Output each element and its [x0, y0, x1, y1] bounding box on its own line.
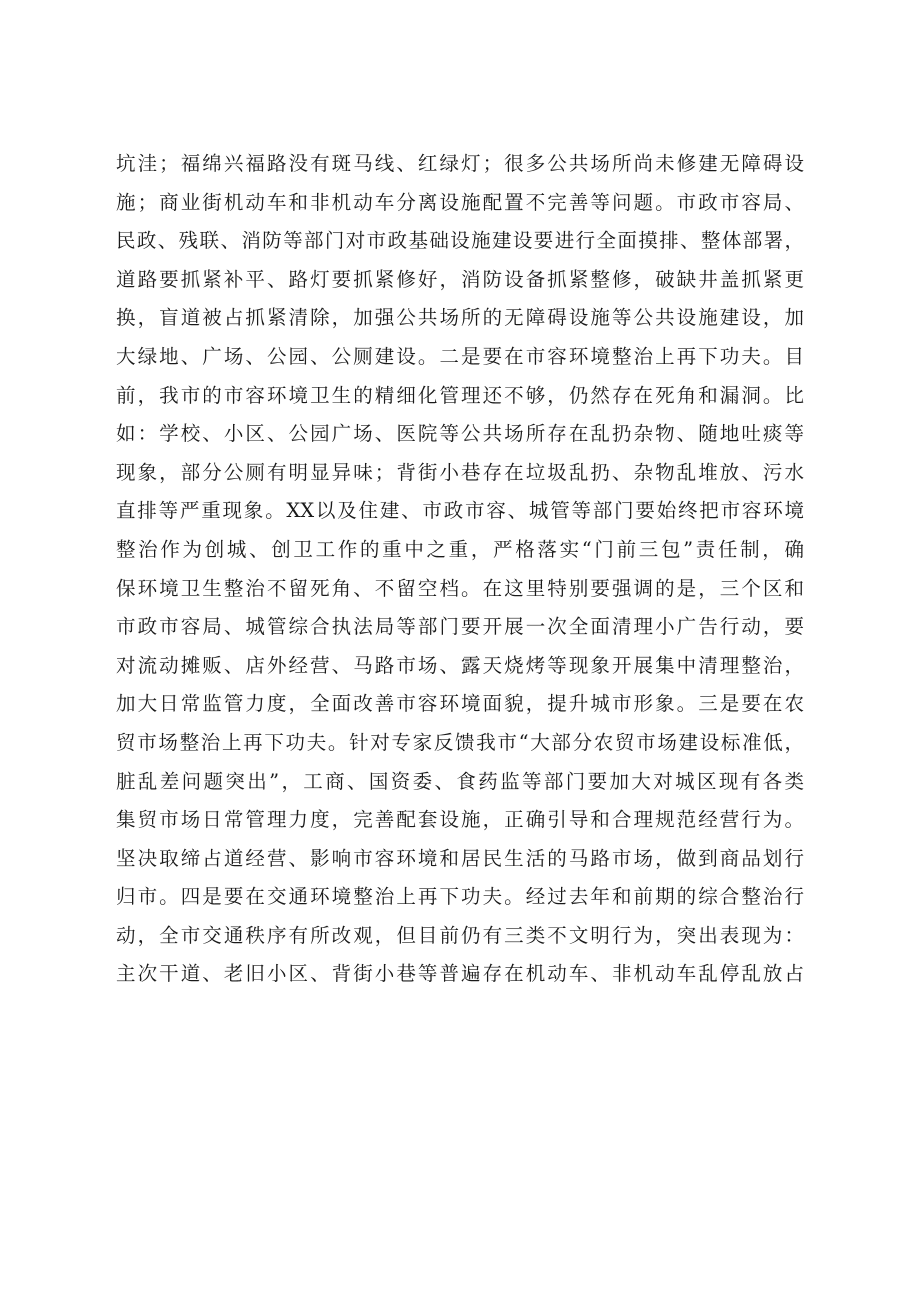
- text-line: 对流动摊贩、店外经营、马路市场、露天烧烤等现象开展集中清理整治，: [116, 653, 804, 677]
- text-line: 主次干道、老旧小区、背街小巷等普遍存在机动车、非机动车乱停乱放占: [116, 962, 804, 986]
- text-line: 直排等严重现象。XX以及住建、市政市容、城管等部门要始终把市容环境: [116, 499, 804, 523]
- text-line: 大绿地、广场、公园、公厕建设。二是要在市容环境整治上再下功夫。目: [116, 344, 804, 368]
- text-line: 归市。四是要在交通环境整治上再下功夫。经过去年和前期的综合整治行: [116, 885, 804, 909]
- text-line: 集贸市场日常管理力度，完善配套设施，正确引导和合理规范经营行为。: [116, 808, 804, 832]
- text-line: 施；商业街机动车和非机动车分离设施配置不完善等问题。市政市容局、: [116, 190, 804, 214]
- text-line: 市政市容局、城管综合执法局等部门要开展一次全面清理小广告行动，要: [116, 615, 804, 639]
- text-line: 坑洼；福绵兴福路没有斑马线、红绿灯；很多公共场所尚未修建无障碍设: [116, 152, 804, 175]
- text-line: 换，盲道被占抓紧清除，加强公共场所的无障碍设施等公共设施建设，加: [116, 306, 804, 330]
- text-line: 坚决取缔占道经营、影响市容环境和居民生活的马路市场，做到商品划行: [116, 846, 804, 870]
- text-line: 加大日常监管力度，全面改善市容环境面貌，提升城市形象。三是要在农: [116, 692, 804, 716]
- text-line: 道路要抓紧补平、路灯要抓紧修好，消防设备抓紧整修，破缺井盖抓紧更: [116, 267, 804, 291]
- text-line: 整治作为创城、创卫工作的重中之重，严格落实“门前三包”责任制，确: [116, 537, 804, 561]
- text-line: 现象，部分公厕有明显异味；背街小巷存在垃圾乱扔、杂物乱堆放、污水: [116, 460, 804, 484]
- body-text: [116, 145, 804, 994]
- text-line: 如：学校、小区、公园广场、医院等公共场所存在乱扔杂物、随地吐痰等: [116, 422, 804, 446]
- text-line: 民政、残联、消防等部门对市政基础设施建设要进行全面摸排、整体部署，: [116, 229, 804, 253]
- text-line: 贸市场整治上再下功夫。针对专家反馈我市“大部分农贸市场建设标准低，: [116, 730, 804, 754]
- text-line: 保环境卫生整治不留死角、不留空档。在这里特别要强调的是，三个区和: [116, 576, 804, 600]
- text-line: 动，全市交通秩序有所改观，但目前仍有三类不文明行为，突出表现为：: [116, 923, 804, 947]
- text-line: 脏乱差问题突出”，工商、国资委、食药监等部门要加大对城区现有各类: [116, 769, 804, 793]
- text-line: 前，我市的市容环境卫生的精细化管理还不够，仍然存在死角和漏洞。比: [116, 383, 804, 407]
